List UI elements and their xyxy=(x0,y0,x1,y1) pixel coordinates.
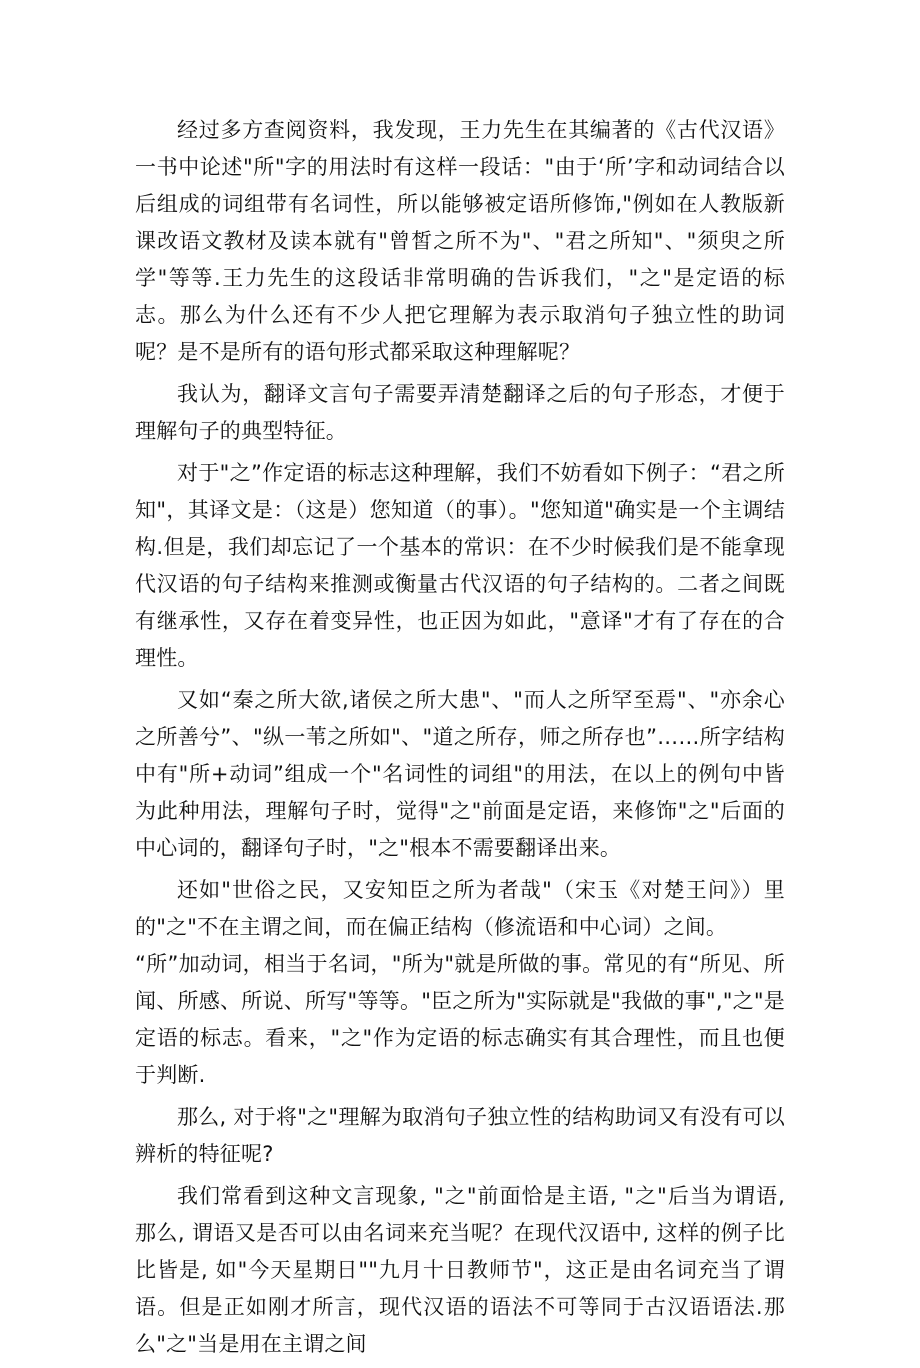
paragraph-question-features: 那么, 对于将"之"理解为取消句子独立性的结构助词又有没有可以辨析的特征呢? xyxy=(135,1105,785,1166)
paragraph-suo-verb-noun: “所”加动词，相当于名词，"所为"就是所做的事。常见的有“所见、所闻、所感、所说、所写"等等。"臣之所为"实际就是"我做的事","之"是定语的标志。看来，"之"作为定语的标志确实有其合理性，而且也便于判断. xyxy=(135,952,785,1087)
article-body xyxy=(135,112,785,1368)
paragraph-junzhisuozhi-example: 对于"之”作定语的标志这种理解，我们不妨看如下例子：“君之所知"，其译文是：（这是）您知道（的事）。"您知道"确实是一个主调结构.但是，我们却忘记了一个基本的常识：在不少时候我们是不能拿现代汉语的句子结构来推测或衡量古代汉语的句子结构的。二者之间既有继承性，又存在着变异性，也正因为如此，"意译"才有了存在的合理性。 xyxy=(135,461,785,670)
paragraph-suo-structure-examples: 又如“秦之所大欲,诸侯之所大患"、"而人之所罕至焉"、"亦余心之所善兮”、"纵一苇之所如"、"道之所存，师之所存也”……所字结构中有"所+动词”组成一个"名词性的词组"的用法，在以上的例句中皆为此种用法，理解句子时，觉得"之"前面是定语，来修饰"之"后面的中心词的，翻译句子时，"之"根本不需要翻译出来。 xyxy=(135,688,785,860)
paragraph-song-yu-example: 还如"世俗之民，又安知臣之所为者哉"（宋玉《对楚王问》）里的"之"不在主谓之间，而在偏正结构（修流语和中心词）之间。 xyxy=(135,878,785,939)
paragraph-translation-view: 我认为，翻译文言句子需要弄清楚翻译之后的句子形态，才便于理解句子的典型特征。 xyxy=(135,382,785,443)
paragraph-wangli-quote: 经过多方查阅资料，我发现，王力先生在其编著的《古代汉语》一书中论述"所"字的用法时有这样一段话："由于‘所’字和动词结合以后组成的词组带有名词性，所以能够被定语所修饰,"例如在人教版新课改语文教材及读本就有"曾皙之所不为"、"君之所知"、"须臾之所学"等等.王力先生的这段话非常明确的告诉我们，"之"是定语的标志。那么为什么还有不少人把它理解为表示取消句子独立性的助词呢？是不是所有的语句形式都采取这种理解呢？ xyxy=(135,118,785,364)
paragraph-noun-predicate: 我们常看到这种文言现象, "之"前面恰是主语, "之"后当为谓语, 那么, 谓语又是否可以由名词来充当呢？在现代汉语中, 这样的例子比比皆是, 如"今天星期日""九月十日教师节"，这正是由名词充当了谓语。但是正如刚才所言，现代汉语的语法不可等同于古汉语语法.那么"之"当是用在主谓之间 xyxy=(135,1184,785,1356)
